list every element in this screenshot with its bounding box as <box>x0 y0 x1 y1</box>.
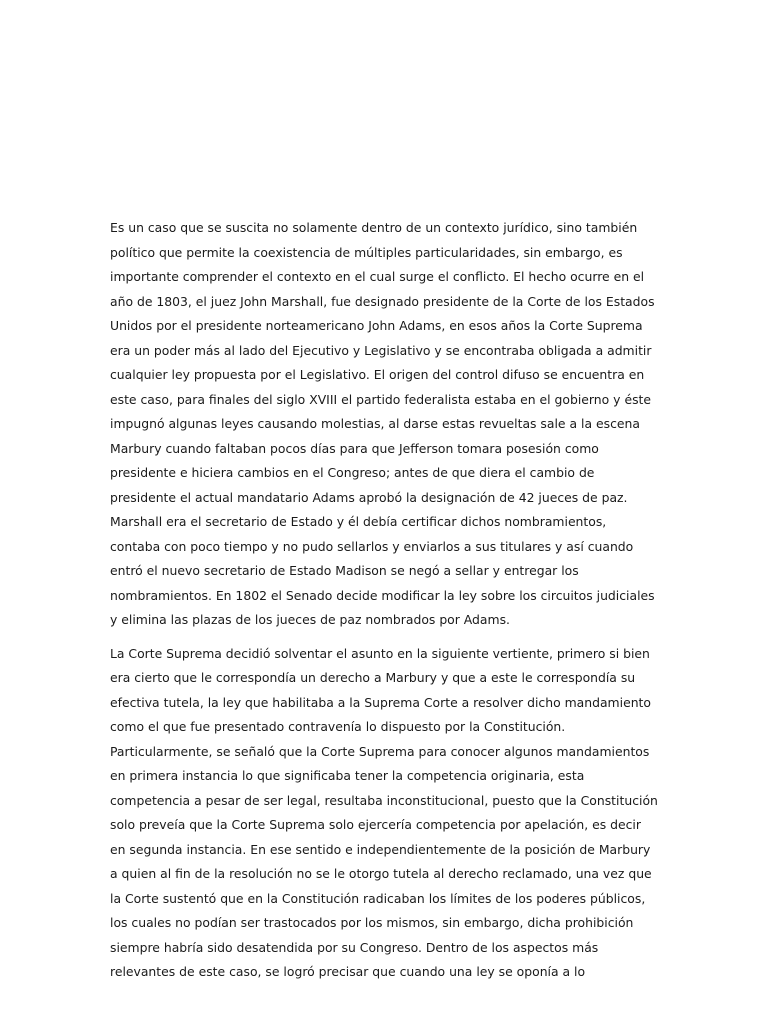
document-body <box>110 216 658 994</box>
paragraph-2: La Corte Suprema decidió solventar el asunto en la siguiente vertiente, primero si bien era cierto que le correspondía un derecho a Marbury y que a este le correspondía su efectiva tutela, la ley que habilitaba a la Suprema Corte a resolver dicho mandamiento como el que fue presentado contravenía lo dispuesto por la Constitución. Particularmente, se señaló que la Corte Suprema para conocer algunos mandamientos en primera instancia lo que significaba tener la competencia originaria, esta competencia a pesar de ser legal, resultaba inconstitucional, puesto que la Constitución solo preveía que la Corte Suprema solo ejercería competencia por apelación, es decir en segunda instancia. En ese sentido e independientemente de la posición de Marbury a quien al fin de la resolución no se le otorgo tutela al derecho reclamado, una vez que la Corte sustentó que en la Constitución radicaban los límites de los poderes públicos, los cuales no podían ser trastocados por los mismos, sin embargo, dicha prohibición siempre habría sido desatendida por su Congreso. Dentro de los aspectos más relevantes de este caso, se logró precisar que cuando una ley se oponía a lo <box>110 645 658 979</box>
paragraph-1: Es un caso que se suscita no solamente dentro de un contexto jurídico, sino también político que permite la coexistencia de múltiples particularidades, sin embargo, es importante comprender el contexto en el cual surge el conflicto. El hecho ocurre en el año de 1803, el juez John Marshall, fue designado presidente de la Corte de los Estados Unidos por el presidente norteamericano John Adams, en esos años la Corte Suprema era un poder más al lado del Ejecutivo y Legislativo y se encontraba obligada a admitir cualquier ley propuesta por el Legislativo. El origen del control difuso se encuentra en este caso, para finales del siglo XVIII el partido federalista estaba en el gobierno y éste impugnó algunas leyes causando molestias, al darse estas revueltas sale a la escena Marbury cuando faltaban pocos días para que Jefferson tomara posesión como presidente e hiciera cambios en el Congreso; antes de que diera el cambio de presidente el actual mandatario Adams aprobó la designación de 42 jueces de paz. Marshall era el secretario de Estado y él debía certificar dichos nombramientos, contaba con poco tiempo y no pudo sellarlos y enviarlos a sus titulares y así cuando entró el nuevo secretario de Estado Madison se negó a sellar y entregar los nombramientos. En 1802 el Senado decide modificar la ley sobre los circuitos judiciales y elimina las plazas de los jueces de paz nombrados por Adams. <box>110 220 655 627</box>
